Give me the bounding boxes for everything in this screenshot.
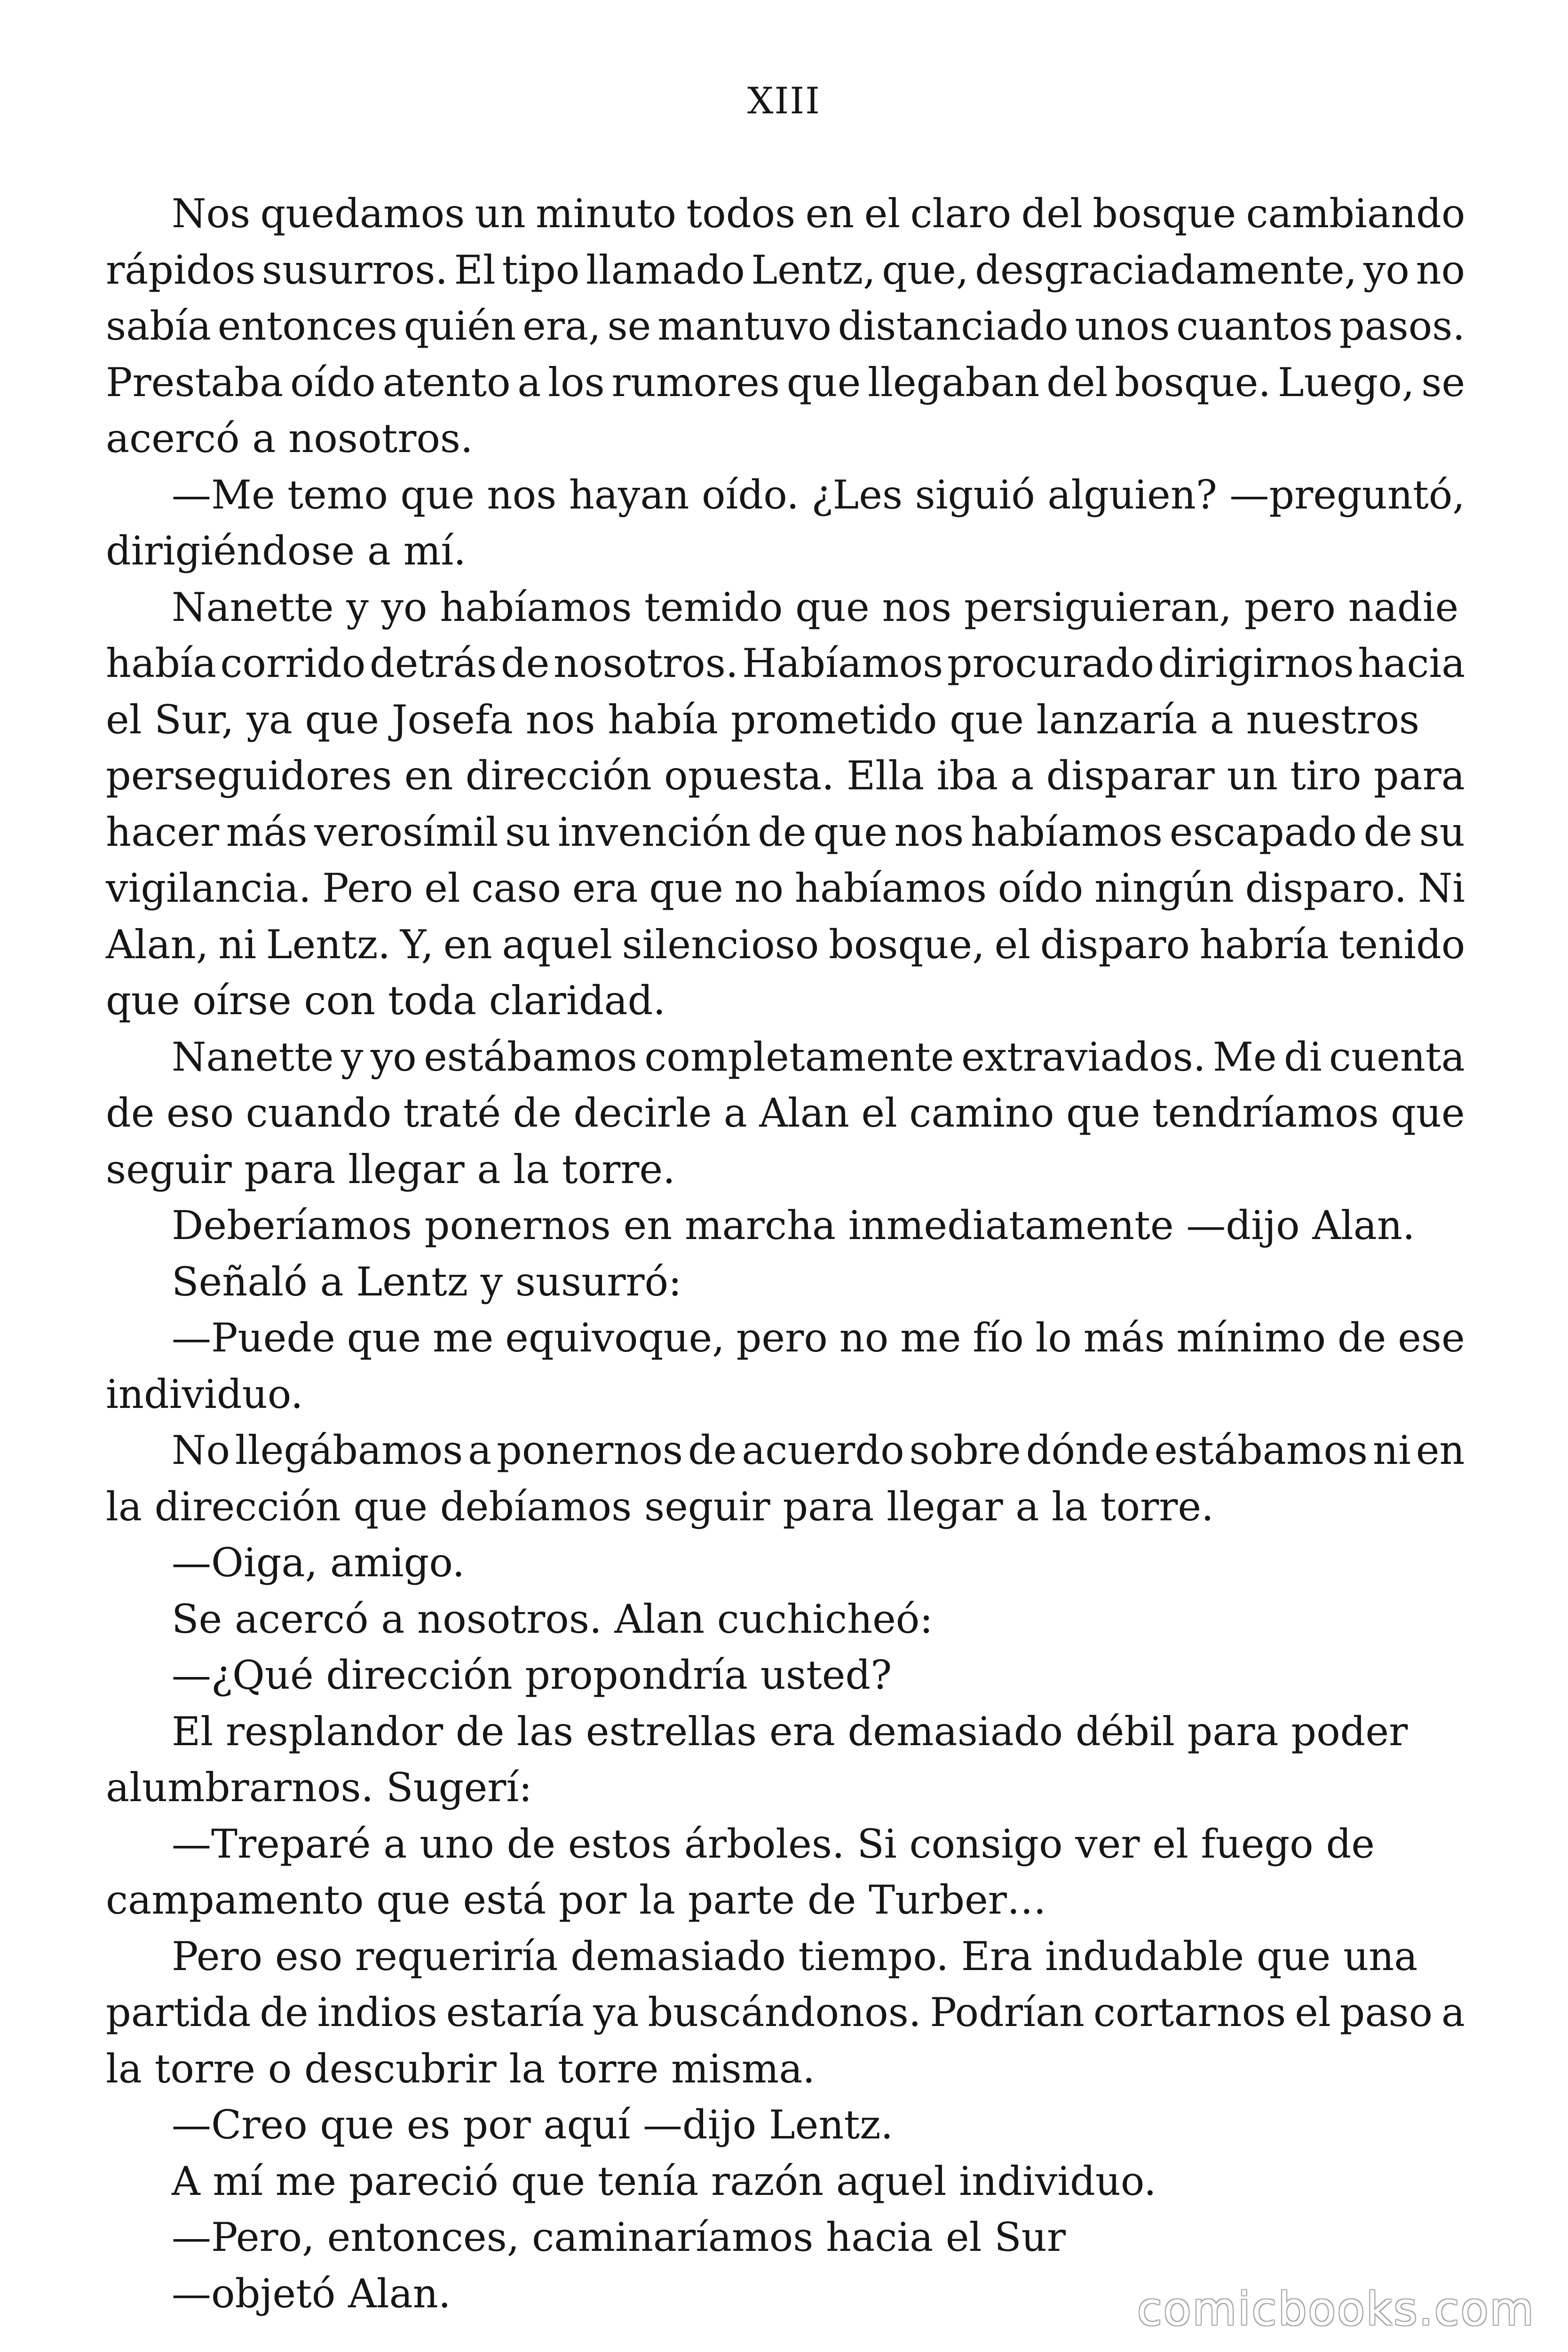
text-line: de eso cuando traté de decirle a Alan el camino que tendríamos que [106, 1090, 1465, 1136]
text-line: —¿Qué dirección propondría usted? [172, 1652, 892, 1698]
text-line: sabía entonces quién era, se mantuvo distanciado unos cuantos pasos. [106, 303, 1465, 349]
text-line: rápidos susurros. El tipo llamado Lentz, que, desgraciadamente, yo no [106, 246, 1465, 293]
text-line: Prestaba oído atento a los rumores que llegaban del bosque. Luego, se [106, 359, 1465, 405]
text-line: que oírse con toda claridad. [106, 977, 666, 1024]
text-line: perseguidores en dirección opuesta. Ella iba a disparar un tiro para [106, 753, 1465, 799]
chapter-number: XIII [747, 80, 821, 122]
chapter-text [106, 186, 1465, 2322]
text-line: dirigiéndose a mí. [106, 528, 466, 574]
text-line: acercó a nosotros. [106, 415, 473, 461]
text-line: el Sur, ya que Josefa nos había prometido que lanzaría a nuestros [106, 696, 1420, 743]
text-line: Nanette y yo habíamos temido que nos persiguieran, pero nadie [172, 584, 1459, 630]
text-line: Señaló a Lentz y susurró: [172, 1258, 682, 1305]
text-line: —objetó Alan. [172, 2270, 451, 2317]
text-line: seguir para llegar a la torre. [106, 1146, 675, 1192]
text-line: partida de indios estaría ya buscándonos. Podrían cortarnos el paso a [106, 1989, 1465, 2035]
text-line: Nanette y yo estábamos completamente extraviados. Me di cuenta [172, 1033, 1465, 1080]
text-line: Nos quedamos un minuto todos en el claro del bosque cambiando [172, 191, 1465, 237]
text-line: El resplandor de las estrellas era demasiado débil para poder [172, 1708, 1408, 1755]
text-line: la torre o descubrir la torre misma. [106, 2045, 816, 2092]
text-line: Alan, ni Lentz. Y, en aquel silencioso bosque, el disparo habría tenido [106, 921, 1465, 968]
text-line: Deberíamos ponernos en marcha inmediatamente —dijo Alan. [172, 1202, 1415, 1248]
text-line: individuo. [106, 1371, 303, 1417]
text-line: —Creo que es por aquí —dijo Lentz. [172, 2102, 894, 2148]
text-line: hacer más verosímil su invención de que nos habíamos escapado de su [106, 809, 1465, 855]
text-line: No llegábamos a ponernos de acuerdo sobre dónde estábamos ni en [172, 1427, 1465, 1473]
text-line: —Pero, entonces, caminaríamos hacia el Sur [172, 2214, 1066, 2260]
text-line: había corrido detrás de nosotros. Habíamos procurado dirigirnos hacia [106, 640, 1465, 686]
text-line: A mí me pareció que tenía razón aquel individuo. [172, 2158, 1156, 2204]
text-line: —Me temo que nos hayan oído. ¿Les siguió alguien? —preguntó, [172, 471, 1465, 518]
text-line: —Oiga, amigo. [172, 1540, 465, 1586]
text-line: campamento que está por la parte de Turber… [106, 1877, 1046, 1923]
text-line: la dirección que debíamos seguir para llegar a la torre. [106, 1483, 1214, 1530]
text-line: Se acercó a nosotros. Alan cuchicheó: [172, 1596, 933, 1642]
watermark: comicbooks.com [1137, 2283, 1535, 2336]
text-line: —Treparé a uno de estos árboles. Si consigo ver el fuego de [172, 1820, 1375, 1867]
text-line: —Puede que me equivoque, pero no me fío lo más mínimo de ese [172, 1315, 1465, 1361]
text-line: Pero eso requeriría demasiado tiempo. Era indudable que una [172, 1933, 1418, 1979]
text-line: vigilancia. Pero el caso era que no habíamos oído ningún disparo. Ni [106, 865, 1465, 911]
text-line: alumbrarnos. Sugerí: [106, 1764, 532, 1811]
